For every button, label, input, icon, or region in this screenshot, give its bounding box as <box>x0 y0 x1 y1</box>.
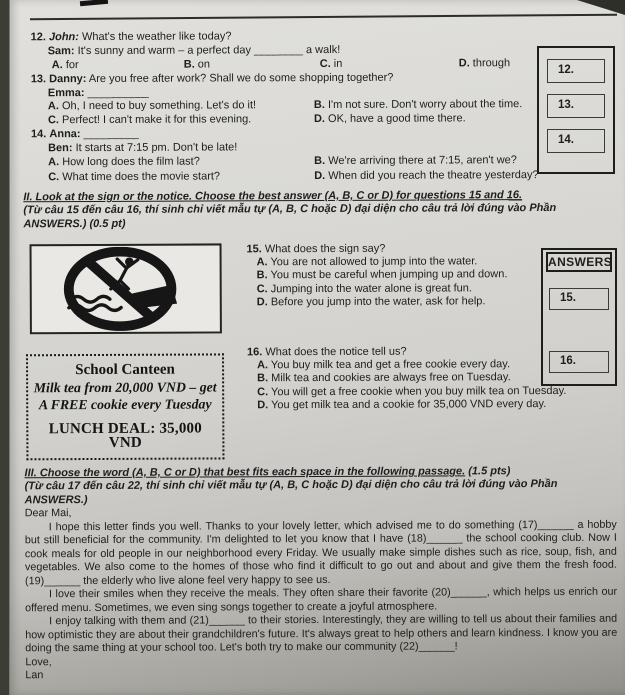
option-16c: C. You will get a free cookie when you buy milk tea on Tuesday. <box>257 384 567 398</box>
question-number: 16. <box>246 346 263 359</box>
letter-closing: Love, <box>25 655 52 668</box>
section-ii-heading: II. Look at the sign or the notice. Choose the best answer (A, B, C or D) for questions 15 and 16. <box>23 189 523 204</box>
notice-lunch-deal: LUNCH DEAL: 35,000 VND <box>48 420 202 451</box>
option-14d: D. When did you reach the theatre yesterday? <box>314 169 539 183</box>
question-number: 14. <box>31 128 47 141</box>
question-number: 15. <box>246 243 262 256</box>
exam-content <box>23 25 622 683</box>
answer-cell-label: 13. <box>558 99 574 111</box>
option-13a: A. Oh, I need to buy something. Let's do it! <box>47 99 257 113</box>
option-16d: D. You get milk tea and a cookie for 35,000 VND every day. <box>257 397 547 412</box>
part-iii-cloze <box>24 464 621 683</box>
notice-line1: Milk tea from 20,000 VND – get <box>33 379 217 396</box>
option-15b: B. You must be careful when jumping up and down. <box>256 268 508 282</box>
visuals-column <box>24 243 233 460</box>
letter-salutation: Dear Mai, <box>24 507 72 520</box>
letter-signature: Lan <box>25 669 44 682</box>
dialogue-text: _________ <box>83 127 139 141</box>
question-text: What does the sign say? <box>264 242 386 256</box>
answer-cell-label: 12. <box>558 64 574 76</box>
question-15 <box>247 242 587 309</box>
no-jumping-sign <box>30 243 222 334</box>
no-jumping-into-water-icon <box>36 246 216 331</box>
option-13d: D. OK, have a good time there. <box>313 111 466 125</box>
dialogue-text: What's the weather like today? <box>81 30 232 44</box>
exam-paper-page <box>9 0 625 695</box>
part-i-dialogues <box>31 28 620 186</box>
dialogue-text: It starts at 7:15 pm. Don't be late! <box>75 141 238 155</box>
letter-paragraph-3: I enjoy talking with them and (21)______ to their stories. Interestingly, they are willing to tell us about their families and how optimistic they are about their grandchildren's future. It's always great to help others and learn kindness. I know you are doing the same thing at your school too. Let's both try to make our community (22)______! <box>25 612 618 655</box>
question-number: 12. <box>30 31 46 44</box>
speaker-name: Emma: <box>47 87 85 100</box>
option-15d: D. Before you jump into the water, ask for help. <box>256 295 486 309</box>
question-14-options <box>31 153 619 186</box>
speaker-name: Ben: <box>48 142 73 155</box>
notice-line2: A FREE cookie every Tuesday <box>38 396 212 413</box>
option-16a: A. You buy milk tea and get a free cookie every day. <box>257 358 511 372</box>
question-16 <box>247 345 587 412</box>
dialogue-text: Are you free after work? Shall we do some shopping together? <box>88 71 394 86</box>
option-12d: D. through <box>458 57 511 70</box>
speaker-name: Anna: <box>49 128 81 141</box>
option-14c: C. What time does the movie start? <box>48 170 221 184</box>
question-text: What does the notice tell us? <box>265 345 407 359</box>
sign-notice-section <box>24 242 621 461</box>
answer-cell-label: 14. <box>558 134 574 146</box>
questions-column <box>247 242 588 459</box>
answer-cell-label: 16. <box>560 355 576 367</box>
question-number: 13. <box>30 73 47 86</box>
letter-paragraph-1: I hope this letter finds you well. Thanks to your lovely letter, which advised me to do something (17)______ a hobby but still beneficial for the community. I'm delighted to let you know that I have (18)______ the school cooking club. Now I cook meals for old people in our neighborhood every Friday. We usually make simple dishes such as rice, soup, fish, and vegetables. We also come to the homes of those who find it difficult to go out and about and give them the fresh food. (19)______ the elderly who live alone feel very happy to see us. <box>24 518 617 587</box>
notice-title: School Canteen <box>75 361 175 379</box>
section-iii-points: (1.5 pts) <box>468 465 511 478</box>
option-16b: B. Milk tea and cookies are always free on Tuesday. <box>257 371 511 385</box>
section-iii-instructions-vi: (Từ câu 17 đến câu 22, thí sinh chỉ viết mẫu tự (A, B, C hoặc D) đại diện cho câu trả lời đúng vào Phần ANSWERS.) <box>24 477 558 506</box>
question-12-options <box>31 56 619 73</box>
speaker-name: John: <box>48 31 79 44</box>
answer-cell-label: 15. <box>560 292 576 304</box>
option-14a: A. How long does the film last? <box>48 155 200 169</box>
speaker-name: Sam: <box>47 45 75 58</box>
dialogue-text: It's sunny and warm – a perfect day ________ a walk! <box>77 43 341 58</box>
section-ii-instructions-vi: (Từ câu 15 đến câu 16, thí sinh chỉ viết mẫu tự (A, B, C hoặc D) đại diện cho câu trả lời đúng vào Phần ANSWERS.) (0.5 pt) <box>23 201 557 230</box>
letter-paragraph-2: I love their smiles when they receive the meals. They often share their favorite (20)______, which helps us enrich our offered menu. Sometimes, we even sing songs together to create a joyful atmosphere. <box>25 585 618 614</box>
option-13c: C. Perfect! I can't make it for this evening. <box>47 112 252 126</box>
cloze-letter <box>25 505 622 683</box>
option-13b: B. I'm not sure. Don't worry about the time. <box>313 98 523 112</box>
school-canteen-notice <box>26 353 224 460</box>
section-iii-heading: III. Choose the word (A, B, C or D) that best fits each space in the following passage. (1.5 pts) <box>24 465 511 480</box>
option-14b: B. We're arriving there at 7:15, aren't we? <box>314 154 517 168</box>
section-divider-line <box>30 14 617 21</box>
dialogue-text: __________ <box>87 86 149 100</box>
page-corner-shadow <box>577 0 625 15</box>
question-13-options <box>31 98 619 128</box>
scan-artifact-mark <box>80 0 108 6</box>
option-12b: B. on <box>183 58 211 71</box>
speaker-name: Danny: <box>49 73 87 86</box>
option-12c: C. in <box>319 57 343 71</box>
option-15a: A. You are not allowed to jump into the water. <box>256 255 478 269</box>
option-12a: A. for <box>51 59 79 72</box>
option-15c: C. Jumping into the water alone is great fun. <box>256 281 472 295</box>
answers-box-title: ANSWERS <box>546 252 612 272</box>
